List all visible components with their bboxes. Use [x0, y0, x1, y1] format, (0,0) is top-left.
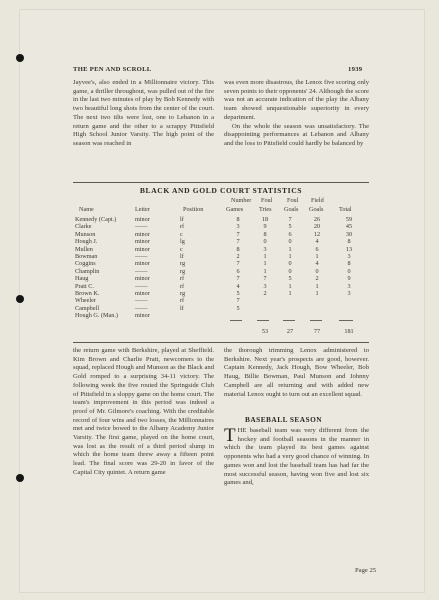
- cell-letter: minor: [135, 238, 150, 246]
- cell-name: Mullen: [75, 245, 93, 253]
- cell-fg: 1: [315, 253, 319, 260]
- col-header-name: Name: [79, 206, 94, 213]
- cell-games: 7: [236, 230, 240, 238]
- total-points: 181: [344, 328, 354, 335]
- total-foul-goals: 27: [286, 328, 294, 335]
- cell-games: 5: [236, 290, 240, 297]
- cell-ft: 0: [263, 238, 267, 246]
- cell-games: 4: [236, 282, 240, 290]
- col-header-goals: Goals: [309, 206, 324, 213]
- total-foul-tries: 53: [261, 328, 269, 335]
- cell-name: Hough G. (Man.): [75, 312, 118, 320]
- cell-name: Campbell: [75, 304, 100, 312]
- col-header-tries: Tries: [259, 206, 272, 213]
- cell-pos: c: [180, 245, 183, 253]
- cell-pos: lf: [180, 253, 184, 260]
- baseball-heading: BASEBALL SEASON: [245, 415, 323, 424]
- cell-games: 6: [236, 267, 240, 275]
- cell-ft: 18: [261, 216, 269, 223]
- paragraph: the return game with Berkshire, played at Sheffield. Kim Brown and Charlie Pratt, newcomers to the squad, replaced Hough and Munson as the Black and Gold romped to a surprising 34-11 victory. The following week the five routed the Springside Club of Pittsfield in a sloppy game on the home court. The team's improvement in this period was indeed a proof of Mr. Gilmore's coaching. With the creditable record of four wins and two losses, the Millionnaires met and twice bowed to the Albany Academy Junior Varsity. The first game, played on the home court, was lost as the result of a third period slump in which the home team threw away a fifteen point lead. The final score was 29-20 in favor of the Capital City quintet. A return game: [73, 347, 214, 476]
- cell-fg: 6: [315, 245, 319, 253]
- cell-tot: 45: [345, 223, 353, 231]
- cell-fg: 2: [315, 275, 319, 283]
- stats-table: [73, 197, 369, 339]
- page-number: Page 25: [355, 567, 377, 574]
- total-rule: [257, 320, 269, 321]
- cell-letter: minor: [135, 230, 150, 238]
- cell-name: Clarke: [75, 223, 92, 231]
- cell-name: Bowman: [75, 253, 98, 260]
- intro-right-column: [224, 79, 369, 149]
- cell-games: 2: [236, 253, 240, 260]
- running-header-title: THE PEN AND SCROLL: [73, 66, 152, 73]
- cell-tot: 9: [347, 275, 351, 283]
- binder-hole: [16, 295, 24, 303]
- cell-games: 7: [236, 275, 240, 283]
- cell-tot: 3: [347, 253, 351, 260]
- cell-tot: 3: [347, 282, 351, 290]
- cell-pos: lf: [180, 216, 184, 223]
- paragraph: Jayvee's, also ended in a Millionnaire victory. This game, a thriller throughout, was pulled out of the fire in the last two minutes of play by Bob Kennedy with two beautiful long shots from the center of the court. The next two tilts were lost, one to Lebanon in a return game and the other to a scrappy Pittsfield High School Junior Varsity. The high point of the season was reached in: [73, 79, 214, 147]
- cell-tot: 13: [345, 245, 353, 253]
- binder-hole: [16, 474, 24, 482]
- cell-name: Munson: [75, 230, 96, 238]
- cell-letter: ——: [135, 297, 148, 305]
- cell-pos: rf: [180, 275, 185, 283]
- cell-name: Pratt C.: [75, 282, 94, 290]
- cell-ft: 8: [263, 230, 267, 238]
- cell-letter: minor: [135, 290, 150, 297]
- cell-letter: minor: [135, 312, 150, 320]
- cell-ff: 0: [288, 238, 292, 246]
- cell-name: Hough J.: [75, 238, 98, 246]
- cell-pos: rf: [180, 297, 185, 305]
- cell-games: 7: [236, 297, 240, 305]
- cell-fg: 26: [313, 216, 321, 223]
- cell-games: 7: [236, 260, 240, 268]
- cell-ff: 1: [288, 253, 292, 260]
- col-header-goals: Goals: [284, 206, 299, 213]
- cell-tot: 3: [347, 290, 351, 297]
- lower-left-column: [73, 347, 214, 478]
- col-header-foul: Foul: [287, 197, 299, 204]
- col-header-position: Position: [183, 206, 204, 213]
- running-header-year: 1939: [348, 66, 363, 73]
- col-header-letter: Letter: [135, 206, 150, 213]
- paragraph: On the whole the season was unsatisfactory. The disappointing performances at Lebanon and Albany and the loss to Pittsfield could hardly be balanced by: [224, 122, 369, 147]
- cell-letter: ——: [135, 304, 148, 312]
- paragraph: the thorough trimming Lenox administered to Berkshire. Next year's prospects are good, however. Captain Kennedy, Jack Hough, Bow Wheeler, Bob Haug, Billie Bowman, Paul Munson and Johnny Campbell are all returning and with added new material Lenox ought to turn out an excellent squad.: [224, 347, 369, 398]
- cell-letter: ——: [135, 253, 148, 260]
- cell-name: Brown K.: [75, 290, 100, 297]
- cell-letter: minor: [135, 245, 150, 253]
- lower-right-column: [224, 347, 369, 399]
- cell-fg: 1: [315, 282, 319, 290]
- cell-fg: 4: [315, 238, 319, 246]
- stats-table-title: BLACK AND GOLD COURT STATISTICS: [139, 186, 303, 195]
- intro-left-column: [73, 79, 214, 149]
- cell-fg: 0: [315, 267, 319, 275]
- cell-letter: ——: [135, 282, 148, 290]
- cell-tot: 30: [345, 230, 353, 238]
- cell-ff: 0: [288, 260, 292, 268]
- cell-tot: 8: [347, 260, 351, 268]
- cell-ft: 3: [263, 245, 267, 253]
- col-header-total: Total: [339, 206, 352, 213]
- cell-games: 5: [236, 304, 240, 312]
- cell-pos: c: [180, 230, 183, 238]
- cell-pos: rg: [180, 260, 186, 268]
- cell-games: 7: [236, 238, 240, 246]
- cell-name: Champlin: [75, 267, 100, 275]
- cell-pos: rg: [180, 290, 186, 297]
- binder-hole: [16, 54, 24, 62]
- total-rule: [283, 320, 295, 321]
- cell-ft: 3: [263, 282, 267, 290]
- cell-letter: minor: [135, 216, 150, 223]
- baseball-column: [224, 427, 369, 488]
- cell-ft: 1: [263, 253, 267, 260]
- cell-ff: 5: [288, 223, 292, 231]
- cell-tot: 0: [347, 267, 351, 275]
- cell-name: Kennedy (Capt.): [75, 216, 117, 223]
- cell-pos: rg: [180, 267, 186, 275]
- cell-name: Wheeler: [75, 297, 96, 305]
- bottom-rule: [73, 342, 369, 343]
- col-header-number: Number: [231, 197, 252, 204]
- cell-fg: 20: [313, 223, 321, 231]
- cell-fg: 4: [315, 260, 319, 268]
- paragraph: was even more disastrous, the Lenox five scoring only seven points to their opponents' 24. Although the score was not an accurate indication of the play the Albany team showed unquestionable superiority in every department.: [224, 79, 369, 121]
- cell-pos: lf: [180, 304, 184, 312]
- cell-pos: rf: [180, 282, 185, 290]
- cell-pos: rf: [180, 223, 185, 231]
- cell-tot: 59: [345, 216, 353, 223]
- cell-letter: ——: [135, 223, 148, 231]
- cell-games: 8: [236, 216, 240, 223]
- cell-ff: 1: [288, 282, 292, 290]
- cell-pos: lg: [180, 238, 185, 246]
- cell-name: Haug: [75, 275, 89, 283]
- cell-letter: ——: [135, 267, 148, 275]
- cell-games: 3: [236, 223, 240, 231]
- cell-ff: 1: [288, 245, 292, 253]
- cell-ft: 7: [263, 275, 267, 283]
- cell-ft: 9: [263, 223, 267, 231]
- col-header-field: Field: [311, 197, 324, 204]
- col-header-foul: Foul: [261, 197, 273, 204]
- cell-name: Coggins: [75, 260, 96, 268]
- cell-ft: 1: [263, 260, 267, 268]
- total-rule: [230, 320, 242, 321]
- drop-cap: T: [224, 425, 236, 446]
- cell-ft: 1: [263, 267, 267, 275]
- cell-ff: 1: [288, 290, 292, 297]
- total-field-goals: 77: [313, 328, 321, 335]
- cell-fg: 12: [313, 230, 321, 238]
- top-rule: [73, 182, 369, 183]
- col-header-games: Games: [226, 206, 244, 213]
- cell-ft: 2: [263, 290, 267, 297]
- cell-fg: 1: [315, 290, 319, 297]
- paragraph: HE baseball team was very different from the hockey and football seasons in the manner in which the team played its best games against opponents who had a very good chance of winning. In games won and lost the baseball team has had far the most successful season, having won five and lost six games and,: [224, 427, 369, 487]
- cell-ff: 0: [288, 267, 292, 275]
- cell-letter: minor: [135, 275, 150, 283]
- cell-games: 8: [236, 245, 240, 253]
- cell-letter: minor: [135, 260, 150, 268]
- cell-tot: 8: [347, 238, 351, 246]
- cell-ff: 7: [288, 216, 292, 223]
- total-rule: [339, 320, 353, 321]
- total-rule: [310, 320, 322, 321]
- cell-ff: 6: [288, 230, 292, 238]
- cell-ff: 5: [288, 275, 292, 283]
